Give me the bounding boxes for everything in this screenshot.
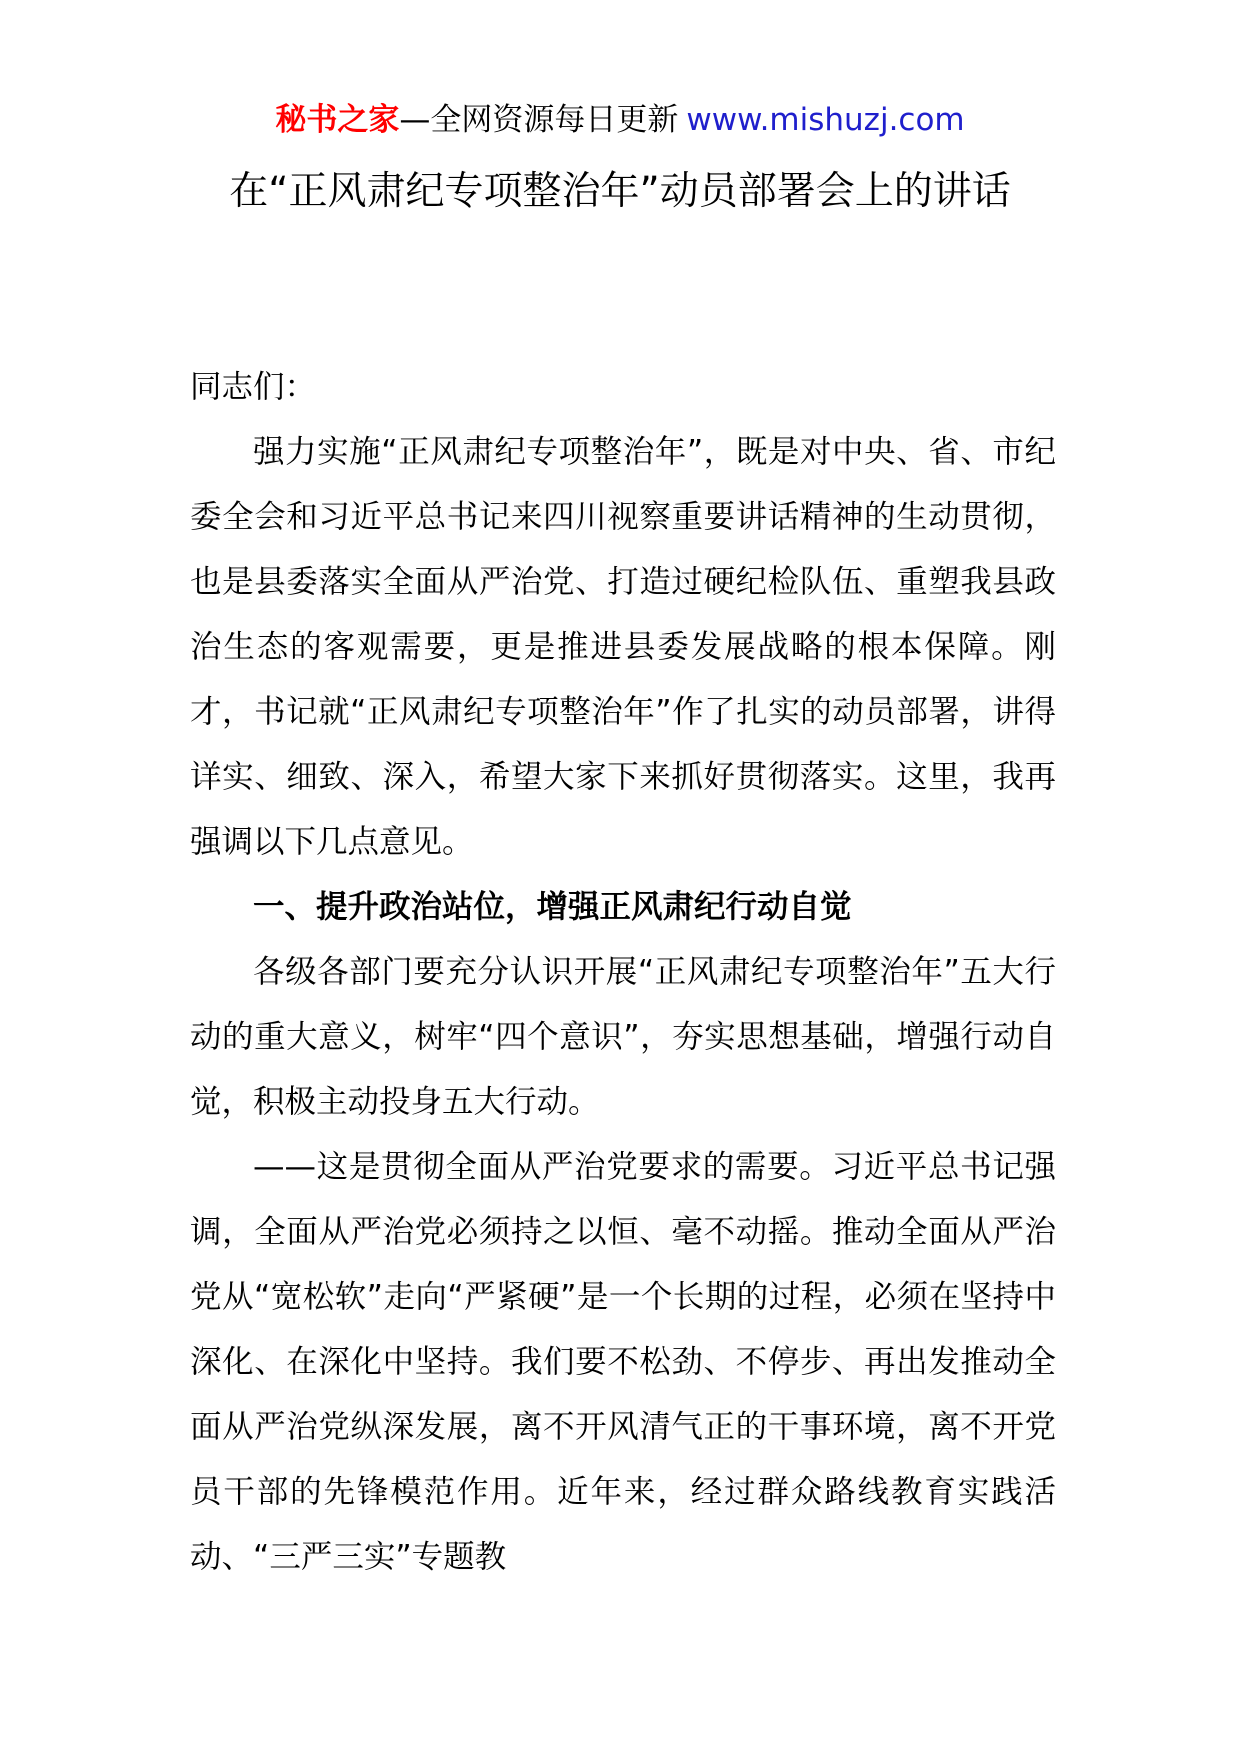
paragraph-intro: 强力实施“正风肃纪专项整治年”，既是对中央、省、市纪委全会和习近平总书记来四川视察重要讲话精神的生动贯彻，也是县委落实全面从严治党、打造过硬纪检队伍、重塑我县政治生态的客观需要，更是推进县委发展战略的根本保障。刚才，书记就“正风肃纪专项整治年”作了扎实的动员部署，讲得详实、细致、深入，希望大家下来抓好贯彻落实。这里，我再强调以下几点意见。 <box>190 434 1056 860</box>
salutation: 同志们： <box>190 369 317 405</box>
paragraph-section-1: 各级各部门要充分认识开展“正风肃纪专项整治年”五大行动的重大意义，树牢“四个意识”，夯实思想基础，增强行动自觉，积极主动投身五大行动。 <box>190 954 1056 1120</box>
paragraph-requirement-1: ——这是贯彻全面从严治党要求的需要。习近平总书记强调，全面从严治党必须持之以恒、毫不动摇。推动全面从严治党从“宽松软”走向“严紧硬”是一个长期的过程，必须在坚持中深化、在深化中坚持。我们要不松劲、不停步、再出发推动全面从严治党纵深发展，离不开风清气正的干事环境，离不开党员干部的先锋模范作用。近年来，经过群众路线教育实践活动、“三严三实”专题教 <box>190 1149 1056 1575</box>
header-brand: 秘书之家 <box>275 102 400 138</box>
page-header <box>0 98 1240 142</box>
header-url-link[interactable]: www.mishuzj.com <box>686 102 965 138</box>
document-title: 在“正风肃纪专项整治年”动员部署会上的讲话 <box>229 169 1011 214</box>
document-body <box>190 355 1056 1590</box>
header-slogan: —全网资源每日更新 <box>399 102 679 138</box>
section-heading-1: 一、提升政治站位，增强正风肃纪行动自觉 <box>253 889 852 925</box>
